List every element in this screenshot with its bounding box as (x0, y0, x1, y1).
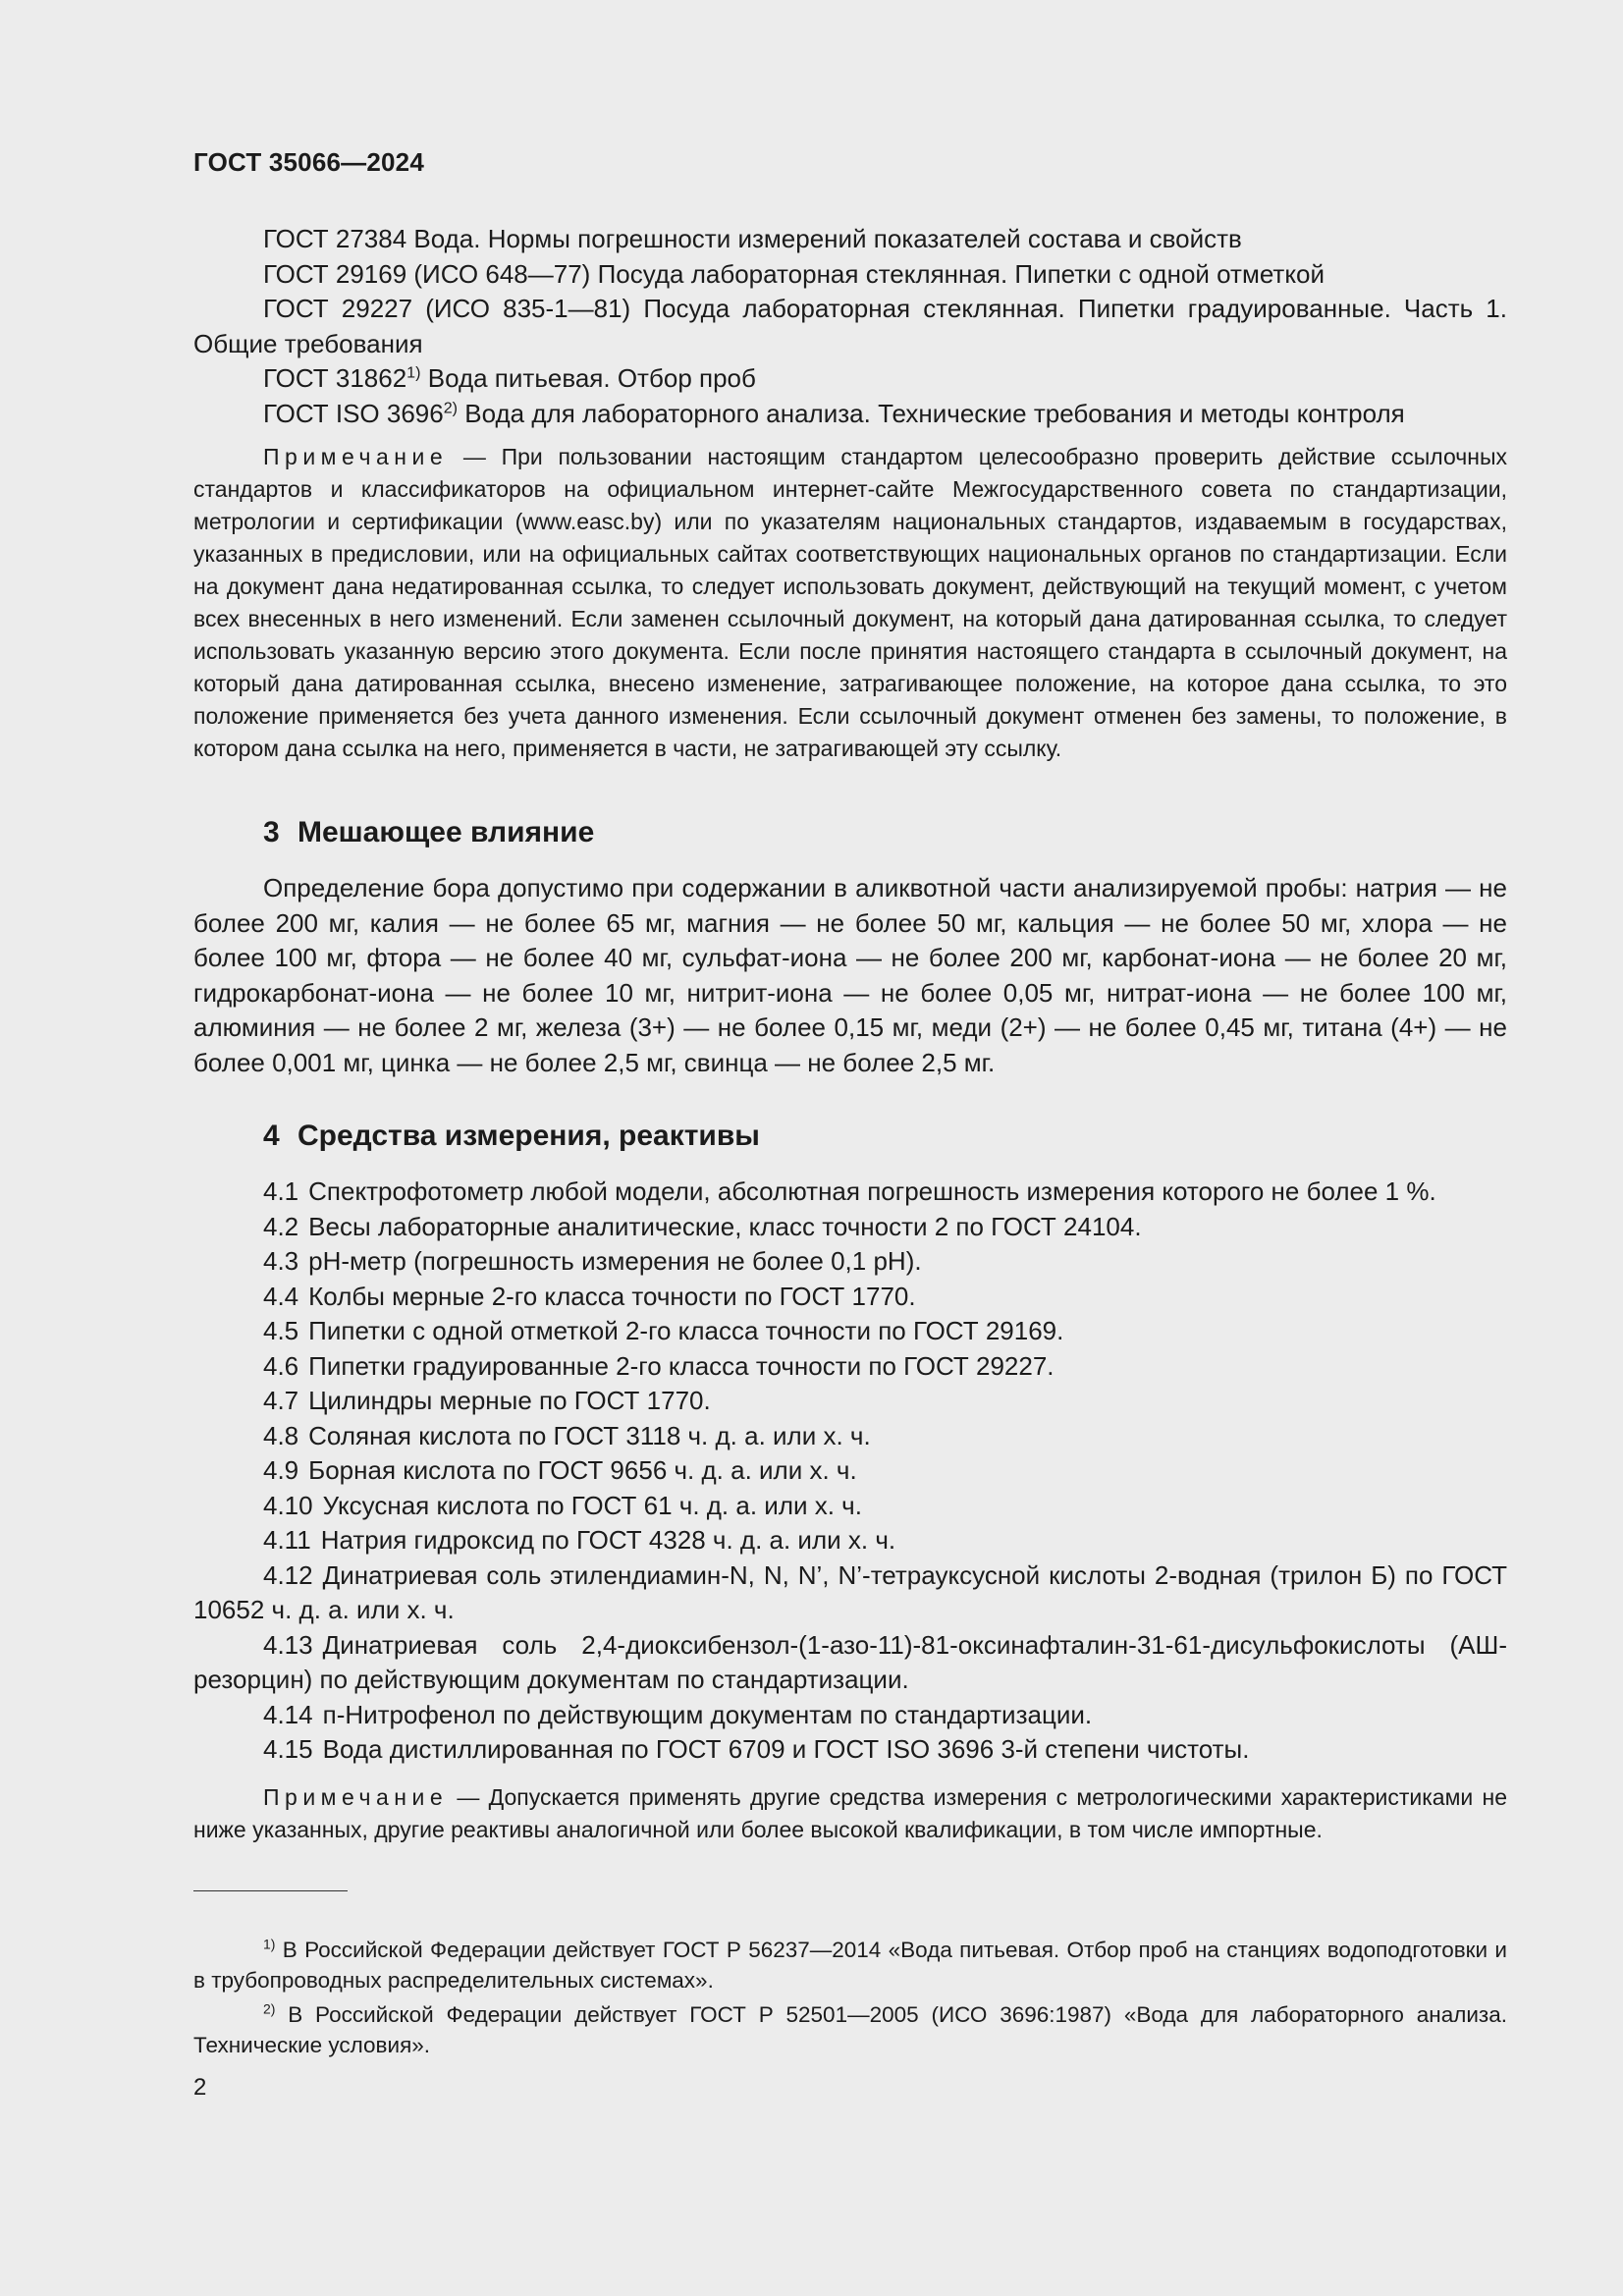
item-number: 4.9 (263, 1455, 299, 1485)
section-title: Средства измерения, реактивы (298, 1120, 760, 1152)
list-item (193, 1175, 1507, 1210)
footnote (193, 1935, 1507, 1995)
note-label: Примечание (263, 444, 449, 469)
item-number: 4.2 (263, 1211, 299, 1241)
document-header: ГОСТ 35066—2024 (193, 147, 424, 177)
item-text: Борная кислота по ГОСТ 9656 ч. д. а. или х. ч. (308, 1455, 857, 1485)
section-number: 3 (263, 816, 280, 848)
list-item (193, 1349, 1507, 1385)
list-item (193, 1210, 1507, 1245)
item-text: Соляная кислота по ГОСТ 3118 ч. д. а. или х. ч. (308, 1420, 871, 1450)
item-number: 4.5 (263, 1316, 299, 1345)
list-item (193, 1558, 1507, 1628)
note-text: — Допускается применять другие средства измерения с метрологическими характеристиками не ниже указанных, другие реактивы аналогичной или более высокой квалификации, в том числе импортные. (193, 1783, 1507, 1842)
normative-reference: ГОСТ 29169 (ИСО 648—77) Посуда лабораторная стеклянная. Пипетки с одной отметкой (263, 258, 1325, 289)
footnote-marker: 2) (443, 398, 459, 416)
item-number: 4.15 (263, 1734, 313, 1764)
footnote-marker: 1) (406, 363, 421, 382)
item-number: 4.6 (263, 1350, 299, 1381)
list-item (193, 1244, 1507, 1280)
item-text: Пипетки градуированные 2-го класса точности по ГОСТ 29227. (308, 1350, 1055, 1381)
reference-title: Вода питьевая. Отбор проб (420, 363, 756, 393)
normative-reference: ГОСТ 27384 Вода. Нормы погрешности измерений показателей состава и свойств (263, 224, 1242, 253)
list-item (193, 1419, 1507, 1454)
item-text: п-Нитрофенол по действующим документам по стандартизации. (322, 1699, 1093, 1729)
reference-code: ГОСТ ISO 3696 (263, 398, 444, 428)
list-item (193, 1280, 1507, 1315)
item-number: 4.8 (263, 1420, 299, 1450)
list-item (193, 1698, 1507, 1733)
section-3-heading (193, 816, 1507, 849)
item-text: Пипетки с одной отметкой 2-го класса точности по ГОСТ 29169. (308, 1316, 1064, 1345)
item-text: Динатриевая соль 2,4-диоксибензол-(1-азо-11)-81-оксинафталин-31-61-дисульфокислоты (АШ-резорцин) по действующим документам по стандартизации. (193, 1629, 1507, 1694)
list-item (193, 1523, 1507, 1558)
footnote-text: В Российской Федерации действует ГОСТ Р 52501—2005 (ИСО 3696:1987) «Вода для лабораторного анализа. Технические условия». (193, 2002, 1507, 2057)
section-4-items (193, 1175, 1507, 1768)
item-number: 4.11 (263, 1525, 311, 1555)
footnote (193, 1999, 1507, 2060)
section-number: 4 (263, 1120, 280, 1152)
list-item (193, 1732, 1507, 1768)
list-item (193, 1628, 1507, 1698)
item-text: Весы лабораторные аналитические, класс точности 2 по ГОСТ 24104. (308, 1211, 1142, 1241)
item-text: Цилиндры мерные по ГОСТ 1770. (308, 1386, 711, 1415)
item-text: Динатриевая соль этилендиамин-N, N, N’, N’-тетрауксусной кислоты 2-водная (трилон Б) по ГОСТ 10652 ч. д. а. или х. ч. (193, 1559, 1507, 1624)
item-number: 4.14 (263, 1699, 313, 1729)
section-4-note (193, 1781, 1507, 1846)
reference-code: ГОСТ 31862 (263, 363, 407, 393)
item-number: 4.13 (263, 1629, 313, 1660)
list-item (193, 1314, 1507, 1349)
item-number: 4.12 (263, 1559, 313, 1590)
item-text: Спектрофотометр любой модели, абсолютная погрешность измерения которого не более 1 %. (308, 1176, 1436, 1206)
footnote-marker: 2) (263, 2000, 276, 2017)
reference-title: Вода для лабораторного анализа. Технические требования и методы контроля (458, 398, 1405, 428)
list-item (193, 1453, 1507, 1489)
page-number: 2 (193, 2074, 207, 2101)
footnote-text: В Российской Федерации действует ГОСТ Р 56237—2014 «Вода питьевая. Отбор проб на станциях водоподготовки и в трубопроводных распределительных системах». (193, 1938, 1507, 1993)
list-item (193, 1384, 1507, 1419)
note-text: — При пользовании настоящим стандартом целесообразно проверить действие ссылочных стандартов и классификаторов на официальном интернет-сайте Межгосударственного совета по стандартизации, метрологии и сертификации (www.easc.by) или по указателям национальных стандартов, издаваемым в государствах, указанных в предисловии, или на официальных сайтах соответствующих национальных органов по стандартизации. Если на документ дана недатированная ссылка, то следует использовать документ, действующий на текущий момент, с учетом всех внесенных в него изменений. Если заменен ссылочный документ, на который дана датированная ссылка, то следует использовать указанную версию этого документа. Если после принятия настоящего стандарта в ссылочный документ, на который дана датированная ссылка, внесено изменение, затрагивающее положение, на которое дана ссылка, то это положение применяется без учета данного изменения. Если ссылочный документ отменен без замены, то положение, в котором дана ссылка на него, применяется в части, не затрагивающей эту ссылку. (193, 444, 1507, 761)
normative-reference (193, 361, 1507, 397)
item-number: 4.3 (263, 1246, 299, 1276)
item-text: Колбы мерные 2-го класса точности по ГОСТ 1770. (308, 1281, 916, 1311)
list-item (193, 1489, 1507, 1524)
note-label: Примечание (263, 1783, 449, 1810)
item-number: 4.7 (263, 1386, 299, 1415)
section-title: Мешающее влияние (298, 816, 595, 848)
normative-reference (193, 397, 1507, 432)
item-number: 4.4 (263, 1281, 299, 1311)
document-body (193, 222, 1507, 1846)
reference-note (193, 441, 1507, 765)
item-text: pH-метр (погрешность измерения не более 0,1 pH). (308, 1246, 922, 1276)
footnote-divider (193, 1890, 348, 1891)
item-text: Вода дистиллированная по ГОСТ 6709 и ГОСТ ISO 3696 3-й степени чистоты. (322, 1734, 1250, 1764)
section-4-heading (193, 1120, 1507, 1153)
normative-reference: ГОСТ 29227 (ИСО 835-1—81) Посуда лабораторная стеклянная. Пипетки градуированные. Часть 1. Общие требования (193, 294, 1507, 358)
item-number: 4.10 (263, 1490, 313, 1520)
footnote-marker: 1) (263, 1936, 276, 1952)
footnotes (193, 1935, 1507, 2064)
item-number: 4.1 (263, 1176, 299, 1206)
section-3-paragraph: Определение бора допустимо при содержании в аликвотной части анализируемой пробы: натрия — не более 200 мг, калия — не более 65 мг, магния — не более 50 мг, кальция — не более 50 мг, хлора — не более 100 мг, фтора — не более 40 мг, сульфат-иона — не более 200 мг, карбонат-иона — не более 20 мг, гидрокарбонат-иона — не более 10 мг, нитрит-иона — не более 0,05 мг, нитрат-иона — не более 100 мг, алюминия — не более 2 мг, железа (3+) — не более 0,15 мг, меди (2+) — не более 0,45 мг, титана (4+) — не более 0,001 мг, цинка — не более 2,5 мг, свинца — не более 2,5 мг. (193, 873, 1507, 1077)
item-text: Уксусная кислота по ГОСТ 61 ч. д. а. или х. ч. (322, 1490, 862, 1520)
item-text: Натрия гидроксид по ГОСТ 4328 ч. д. а. или х. ч. (320, 1525, 896, 1555)
